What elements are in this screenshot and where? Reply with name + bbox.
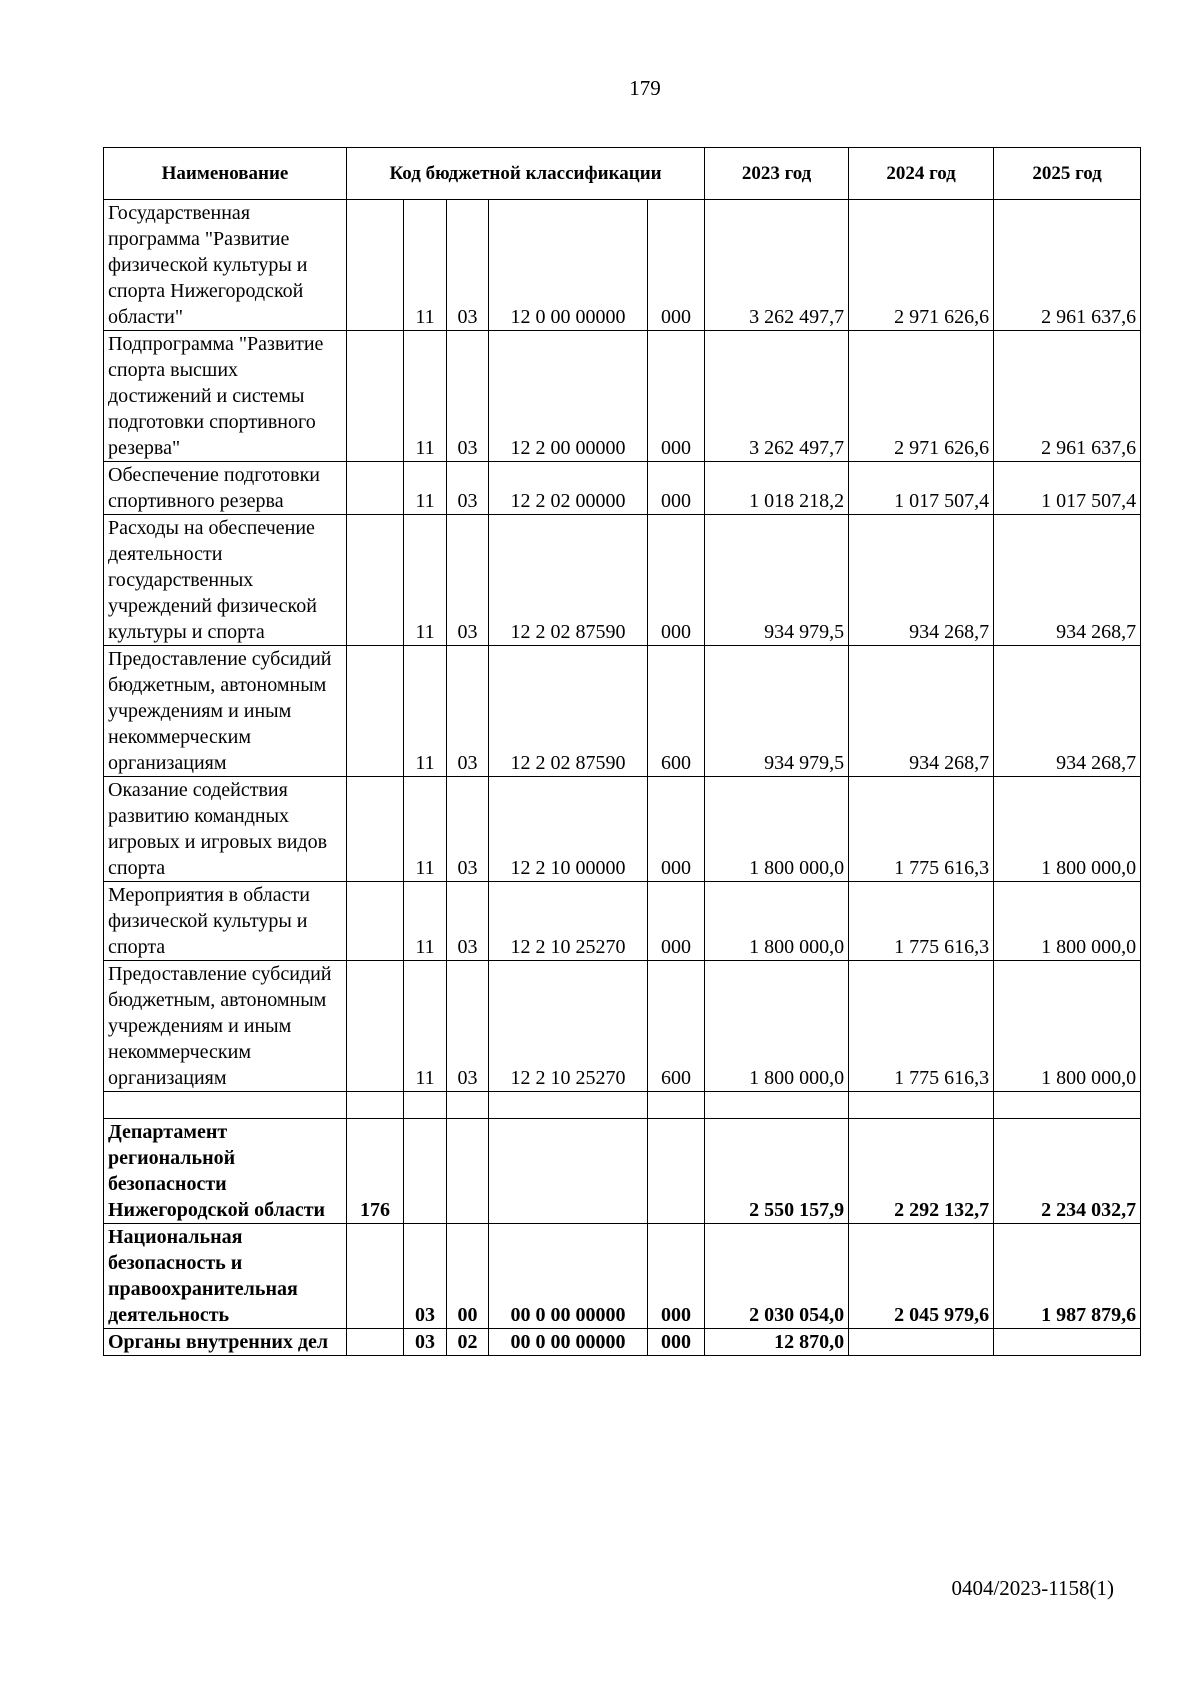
row-code-1 (347, 777, 404, 882)
row-2024: 934 268,7 (849, 646, 994, 777)
row-code-1 (347, 462, 404, 515)
row-2023: 934 979,5 (705, 515, 849, 646)
table-row (104, 1329, 1141, 1356)
row-code-4: 12 2 02 87590 (489, 646, 648, 777)
row-code-2: 11 (404, 200, 447, 331)
row-code-2 (404, 1119, 447, 1224)
row-code-5 (648, 1092, 705, 1119)
header-2024: 2024 год (849, 148, 994, 200)
row-code-3 (447, 1119, 489, 1224)
row-code-3: 03 (447, 961, 489, 1092)
row-2025: 2 961 637,6 (994, 331, 1141, 462)
row-2023: 3 262 497,7 (705, 200, 849, 331)
row-2024: 1 017 507,4 (849, 462, 994, 515)
row-name: Органы внутренних дел (104, 1329, 347, 1356)
row-code-5 (648, 1119, 705, 1224)
row-2023: 2 030 054,0 (705, 1224, 849, 1329)
row-code-2 (404, 1092, 447, 1119)
row-2023: 12 870,0 (705, 1329, 849, 1356)
header-name: Наименование (104, 148, 347, 200)
row-2024: 1 775 616,3 (849, 777, 994, 882)
row-2025 (994, 1329, 1141, 1356)
row-code-2: 11 (404, 961, 447, 1092)
row-code-1 (347, 961, 404, 1092)
table-row (104, 882, 1141, 961)
row-name: Мероприятия в области физической культуры и спорта (104, 882, 347, 961)
row-2025: 2 961 637,6 (994, 200, 1141, 331)
table-row (104, 1224, 1141, 1329)
row-code-2: 03 (404, 1224, 447, 1329)
row-code-3: 03 (447, 646, 489, 777)
header-2025: 2025 год (994, 148, 1141, 200)
row-2024: 2 971 626,6 (849, 200, 994, 331)
row-2023: 934 979,5 (705, 646, 849, 777)
row-code-5: 000 (648, 882, 705, 961)
row-code-2: 11 (404, 777, 447, 882)
row-name: Государственная программа "Развитие физической культуры и спорта Нижегородской области" (104, 200, 347, 331)
row-code-5: 000 (648, 1224, 705, 1329)
row-2024: 934 268,7 (849, 515, 994, 646)
row-code-3: 03 (447, 462, 489, 515)
row-code-2: 11 (404, 646, 447, 777)
row-name: Расходы на обеспечение деятельности государственных учреждений физической культуры и спорта (104, 515, 347, 646)
row-code-3: 03 (447, 200, 489, 331)
row-code-5: 000 (648, 200, 705, 331)
row-2025: 1 800 000,0 (994, 777, 1141, 882)
row-code-1 (347, 515, 404, 646)
row-code-4: 00 0 00 00000 (489, 1224, 648, 1329)
row-2024: 2 292 132,7 (849, 1119, 994, 1224)
row-code-4: 00 0 00 00000 (489, 1329, 648, 1356)
page-number: 179 (629, 76, 661, 100)
row-code-2: 03 (404, 1329, 447, 1356)
row-code-1 (347, 646, 404, 777)
row-code-5: 000 (648, 515, 705, 646)
row-code-2: 11 (404, 462, 447, 515)
row-code-4: 12 2 10 25270 (489, 882, 648, 961)
row-code-4 (489, 1119, 648, 1224)
table-row (104, 331, 1141, 462)
row-2024: 1 775 616,3 (849, 882, 994, 961)
table-row-empty (104, 1092, 1141, 1119)
header-row (104, 148, 1141, 200)
table-row (104, 777, 1141, 882)
row-code-5: 000 (648, 777, 705, 882)
row-code-4: 12 0 00 00000 (489, 200, 648, 331)
row-2024 (849, 1092, 994, 1119)
row-2024: 2 045 979,6 (849, 1224, 994, 1329)
row-2025: 934 268,7 (994, 515, 1141, 646)
row-code-2: 11 (404, 515, 447, 646)
row-2023: 2 550 157,9 (705, 1119, 849, 1224)
row-code-1 (347, 1224, 404, 1329)
row-code-1 (347, 200, 404, 331)
row-2023: 1 018 218,2 (705, 462, 849, 515)
row-name: Оказание содействия развитию командных игровых и игровых видов спорта (104, 777, 347, 882)
table-row (104, 1119, 1141, 1224)
row-code-1 (347, 1329, 404, 1356)
row-2023: 1 800 000,0 (705, 777, 849, 882)
row-name: Обеспечение подготовки спортивного резерва (104, 462, 347, 515)
header-code: Код бюджетной классификации (347, 148, 705, 200)
row-code-3: 03 (447, 331, 489, 462)
row-code-3: 03 (447, 777, 489, 882)
row-code-4: 12 2 10 00000 (489, 777, 648, 882)
row-code-1: 176 (347, 1119, 404, 1224)
row-name: Подпрограмма "Развитие спорта высших достижений и системы подготовки спортивного резерва" (104, 331, 347, 462)
table-row (104, 646, 1141, 777)
row-2025: 1 800 000,0 (994, 961, 1141, 1092)
table-row (104, 961, 1141, 1092)
row-name (104, 1092, 347, 1119)
row-2025: 1 800 000,0 (994, 882, 1141, 961)
row-code-3: 00 (447, 1224, 489, 1329)
row-2025: 1 987 879,6 (994, 1224, 1141, 1329)
row-code-4: 12 2 02 87590 (489, 515, 648, 646)
table-row (104, 200, 1141, 331)
document-code: 0404/2023-1158(1) (951, 1576, 1114, 1600)
row-2025: 2 234 032,7 (994, 1119, 1141, 1224)
row-code-4: 12 2 02 00000 (489, 462, 648, 515)
row-code-3 (447, 1092, 489, 1119)
row-code-2: 11 (404, 882, 447, 961)
row-2023: 1 800 000,0 (705, 882, 849, 961)
table-row (104, 462, 1141, 515)
row-name: Национальная безопасность и правоохранительная деятельность (104, 1224, 347, 1329)
row-code-4: 12 2 00 00000 (489, 331, 648, 462)
row-2024: 2 971 626,6 (849, 331, 994, 462)
row-2023: 1 800 000,0 (705, 961, 849, 1092)
row-name: Департамент региональной безопасности Нижегородской области (104, 1119, 347, 1224)
row-2024 (849, 1329, 994, 1356)
row-code-5: 600 (648, 646, 705, 777)
row-2025 (994, 1092, 1141, 1119)
row-code-1 (347, 331, 404, 462)
row-code-4: 12 2 10 25270 (489, 961, 648, 1092)
row-code-1 (347, 882, 404, 961)
row-2024: 1 775 616,3 (849, 961, 994, 1092)
header-2023: 2023 год (705, 148, 849, 200)
row-code-2: 11 (404, 331, 447, 462)
row-code-1 (347, 1092, 404, 1119)
row-2023 (705, 1092, 849, 1119)
row-code-4 (489, 1092, 648, 1119)
row-name: Предоставление субсидий бюджетным, автономным учреждениям и иным некоммерческим организациям (104, 961, 347, 1092)
row-2025: 934 268,7 (994, 646, 1141, 777)
row-2025: 1 017 507,4 (994, 462, 1141, 515)
row-code-5: 600 (648, 961, 705, 1092)
row-code-5: 000 (648, 1329, 705, 1356)
row-code-5: 000 (648, 462, 705, 515)
budget-table (103, 147, 1141, 1356)
row-name: Предоставление субсидий бюджетным, автономным учреждениям и иным некоммерческим организациям (104, 646, 347, 777)
row-code-5: 000 (648, 331, 705, 462)
row-2023: 3 262 497,7 (705, 331, 849, 462)
row-code-3: 03 (447, 882, 489, 961)
table-row (104, 515, 1141, 646)
row-code-3: 03 (447, 515, 489, 646)
row-code-3: 02 (447, 1329, 489, 1356)
